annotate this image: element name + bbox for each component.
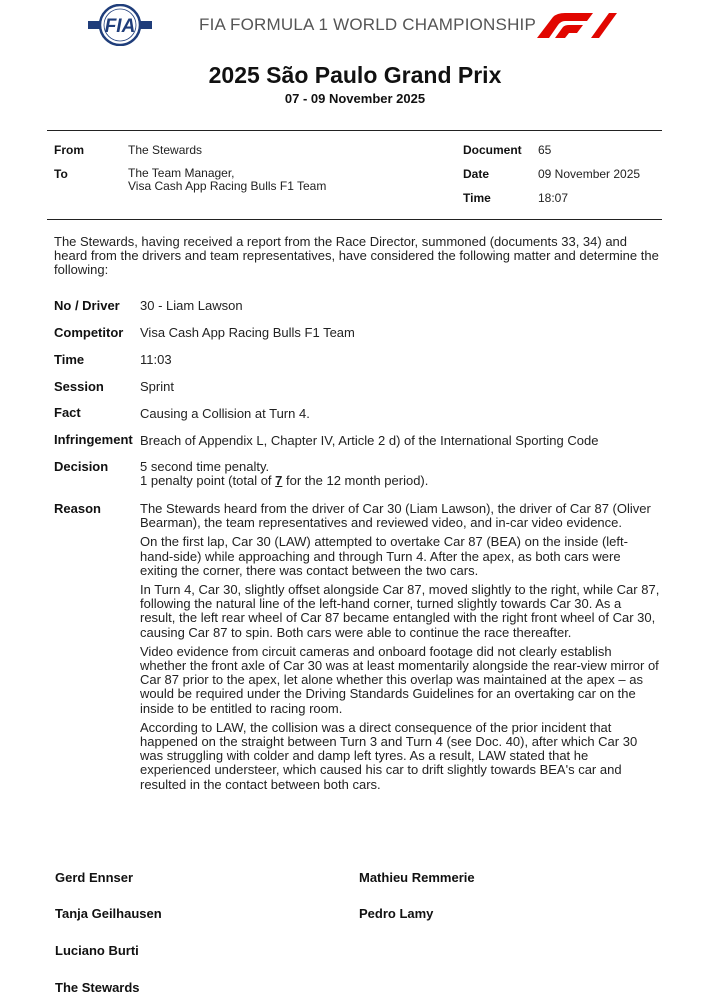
reason-paragraph-2: On the first lap, Car 30 (LAW) attempted to overtake Car 87 (BEA) on the inside (left-hand-side) while approaching and through Turn 4. After the apex, as both cars were exiting the corner, there was contact between the two cars. xyxy=(140,534,628,578)
page-header xyxy=(0,0,710,52)
from-value: The Stewards xyxy=(128,143,203,157)
session-label: Session xyxy=(54,379,104,394)
document-number: 65 xyxy=(538,143,552,157)
reason-paragraph-1: The Stewards heard from the driver of Car 30 (Liam Lawson), the driver of Car 87 (Oliver Bearman), the team representatives and reviewed video, and in-car video evidence. xyxy=(140,501,651,531)
intro-paragraph: The Stewards, having received a report from the Race Director, summoned (documents 33, 34) and heard from the drivers and team representatives, have considered the following matter and determine the following: xyxy=(54,234,659,277)
decision-line-2-suffix: for the 12 month period). xyxy=(282,473,429,488)
infringement-label: Infringement xyxy=(54,432,133,447)
steward-name-4: Pedro Lamy xyxy=(359,906,434,921)
fact-value: Causing a Collision at Turn 4. xyxy=(140,406,310,421)
reason-label: Reason xyxy=(54,501,101,516)
time-value: 18:07 xyxy=(538,191,569,205)
penalty-point-total: 7 xyxy=(275,473,283,488)
steward-name-3: Tanja Geilhausen xyxy=(55,906,162,921)
date-label: Date xyxy=(463,167,490,181)
steward-name-1: Gerd Ennser xyxy=(55,870,134,885)
infringement-value: Breach of Appendix L, Chapter IV, Article 2 d) of the International Sporting Code xyxy=(140,433,599,448)
fact-label: Fact xyxy=(54,405,81,420)
driver-label: No / Driver xyxy=(54,298,120,313)
reason-paragraph-3: In Turn 4, Car 30, slightly offset alongside Car 87, moved slightly to the right, while Car 87, following the natural line of the left-hand corner, turned slightly towards Car 30. As a result, the left rear wheel of Car 87 became entangled with the right front wheel of Car 30, causing Car 87 to spin. Both cars were able to continue the race thereafter. xyxy=(140,582,660,640)
event-dates: 07 - 09 November 2025 xyxy=(284,91,426,106)
header-divider-top xyxy=(47,130,662,131)
fia-logo xyxy=(88,4,152,46)
event-title: 2025 São Paulo Grand Prix xyxy=(208,62,502,88)
competitor-value: Visa Cash App Racing Bulls F1 Team xyxy=(140,325,355,340)
reason-text xyxy=(140,502,660,797)
steward-name-2: Mathieu Remmerie xyxy=(359,870,475,885)
steward-name-5: Luciano Burti xyxy=(55,943,139,958)
stewards-footer: The Stewards xyxy=(55,980,140,995)
time-label: Time xyxy=(463,191,491,205)
to-value-line2: Visa Cash App Racing Bulls F1 Team xyxy=(128,179,327,193)
competitor-label: Competitor xyxy=(54,325,124,340)
decision-label: Decision xyxy=(54,459,109,474)
championship-title: FIA FORMULA 1 WORLD CHAMPIONSHIP xyxy=(199,15,537,34)
document-label: Document xyxy=(463,143,522,157)
time-row-label: Time xyxy=(54,352,85,367)
session-value: Sprint xyxy=(140,379,174,394)
header-divider-bottom xyxy=(47,219,662,220)
fia-logo-text: FIA xyxy=(104,16,136,37)
decision-line-2-prefix: 1 penalty point (total of xyxy=(140,473,276,488)
decision-line-2 xyxy=(140,474,660,488)
to-value-line1: The Team Manager, xyxy=(128,166,235,180)
reason-paragraph-5: According to LAW, the collision was a direct consequence of the prior incident that happened on the straight between Turn 3 and Turn 4 (see Doc. 40), after which Car 30 was struggling with colder and damp left tyres. As a result, LAW stated that he experienced understeer, which caused his car to drift slightly towards BEA's car and resulted in the contact between both cars. xyxy=(140,719,638,792)
f1-logo xyxy=(531,11,619,39)
reason-paragraph-4: Video evidence from circuit cameras and onboard footage did not clearly establish whether the front axle of Car 30 was at least momentarily alongside the rear-view mirror of Car 87 prior to the apex, let alone whether this overlap was maintained at the apex – as would be required under the Driving Standards Guidelines for an overtaking car on the inside to be entitled to racing room. xyxy=(140,643,659,716)
from-label: From xyxy=(54,143,84,157)
driver-value: 30 - Liam Lawson xyxy=(140,298,243,313)
time-row-value: 11:03 xyxy=(140,352,172,367)
date-value: 09 November 2025 xyxy=(538,167,641,181)
to-label: To xyxy=(54,167,68,181)
decision-line-1: 5 second time penalty. xyxy=(140,459,270,474)
